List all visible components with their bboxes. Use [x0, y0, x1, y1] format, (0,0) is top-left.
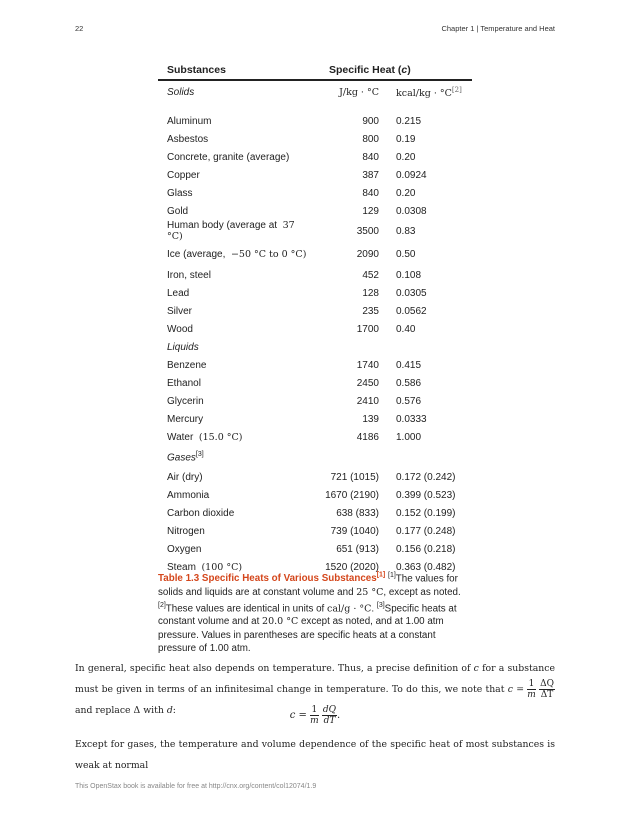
- value-kcal: 0.215: [396, 115, 422, 127]
- table-row: [158, 540, 472, 558]
- substance-name: Iron, steel: [167, 269, 211, 281]
- substance-name: Lead: [167, 287, 190, 299]
- substance-name: Ice (average, −50 °C to 0 °C): [167, 248, 307, 260]
- table-row: [158, 468, 472, 486]
- value-kcal: 0.172 (0.242): [396, 471, 456, 483]
- value-kcal: 0.40: [396, 323, 416, 335]
- body-paragraph-2: Except for gases, the temperature and volume dependence of the specific heat of most substances is weak at normal: [75, 739, 555, 771]
- table-row: [158, 284, 472, 302]
- table-row: [158, 166, 472, 184]
- header-substances: Substances: [158, 60, 311, 80]
- section-gases: Gases[3]: [167, 450, 204, 464]
- caption-title: Table 1.3 Specific Heats of Various Substances[1]: [158, 572, 386, 585]
- substance-name: Benzene: [167, 359, 207, 371]
- substance-name: Steam (100 °C): [167, 561, 243, 573]
- value-si: 387: [362, 169, 379, 181]
- value-si: 4186: [356, 431, 379, 443]
- value-si: 721 (1015): [330, 471, 379, 483]
- table-row: [158, 486, 472, 504]
- section-liquids: Liquids: [167, 341, 199, 353]
- formula-specific-heat: c = $\frac{1}{m}$ $\frac{dQ}{dT}$ .: [289, 705, 341, 726]
- value-si: 800: [362, 133, 379, 145]
- value-kcal: 0.576: [396, 395, 422, 407]
- substance-name: Concrete, granite (average): [167, 151, 290, 163]
- fraction: $\frac{1}{m}$: [527, 679, 536, 700]
- substance-name: Glycerin: [167, 395, 204, 407]
- gases-rows: [158, 468, 472, 558]
- table-row: [158, 220, 472, 242]
- header-specific-heat: Specific Heat (c): [311, 60, 472, 80]
- value-kcal: 0.108: [396, 269, 422, 281]
- value-si: 452: [362, 269, 379, 281]
- table-row: [158, 392, 472, 410]
- value-kcal: 0.415: [396, 359, 422, 371]
- substance-name: Oxygen: [167, 543, 202, 555]
- fraction: $\frac{dQ}{dT}$: [322, 705, 337, 726]
- table-row: [158, 446, 472, 468]
- table-row: [158, 428, 472, 446]
- solids2-rows: [158, 266, 472, 338]
- table-row: [158, 148, 472, 166]
- fraction: $\frac{1}{m}$: [310, 705, 319, 726]
- substance-name: Water (15.0 °C): [167, 431, 243, 443]
- footnote-mark: [3]: [376, 601, 385, 609]
- value-si: 840: [362, 151, 379, 163]
- value-kcal: 0.363 (0.482): [396, 561, 456, 573]
- unit-si: J/kg · °C: [339, 87, 379, 98]
- value-kcal: 0.586: [396, 377, 422, 389]
- unit-kcal: kcal/kg · °C[2]: [396, 85, 462, 100]
- value-kcal: 0.20: [396, 187, 416, 199]
- table-row: [158, 338, 472, 356]
- value-kcal: 0.0308: [396, 205, 427, 217]
- value-kcal: 0.0924: [396, 169, 427, 181]
- substance-name: Aluminum: [167, 115, 212, 127]
- value-si: 128: [362, 287, 379, 299]
- footnote-mark: [2]: [158, 601, 166, 609]
- fraction: $\frac{\Delta Q}{\Delta T}$: [540, 679, 554, 700]
- footnote-mark: [1]: [388, 572, 396, 579]
- substance-name: Human body (average at 37 °C): [167, 220, 295, 242]
- value-kcal: 0.156 (0.218): [396, 543, 456, 555]
- value-si: 638 (833): [336, 507, 379, 519]
- table-row: [158, 522, 472, 540]
- substance-name: Mercury: [167, 413, 204, 425]
- substance-name: Asbestos: [167, 133, 209, 145]
- value-si: 651 (913): [336, 543, 379, 555]
- table-row: [158, 266, 472, 284]
- table-row: [158, 320, 472, 338]
- solids-rows: [158, 112, 472, 220]
- table-row: [158, 80, 472, 104]
- value-si: 1670 (2190): [325, 489, 379, 501]
- value-si: 235: [362, 305, 379, 317]
- value-si: 2090: [356, 248, 379, 260]
- substance-name: Ammonia: [167, 489, 210, 501]
- table-caption: Table 1.3 Specific Heats of Various Substances[1] [1]The values for solids and liquids are at constant volume and 25 °C, except as noted. [2]These values are identical in units of cal/g · °C. [3]Specific heats at constant volume and at 20.0 °C except as noted, and at 1.00 atm pressure. Values in parentheses are specific heats at a constant pressure of 1.00 atm.: [158, 572, 461, 655]
- substance-name: Silver: [167, 305, 193, 317]
- value-kcal: 0.0562: [396, 305, 427, 317]
- value-si: 2450: [356, 377, 379, 389]
- value-si: 840: [362, 187, 379, 199]
- table-row: [158, 112, 472, 130]
- value-kcal: 0.399 (0.523): [396, 489, 456, 501]
- substance-name: Gold: [167, 205, 189, 217]
- value-kcal: 0.83: [396, 225, 416, 237]
- value-kcal: 0.50: [396, 248, 416, 260]
- table-header-row: [158, 60, 472, 80]
- table-row: [158, 374, 472, 392]
- body-paragraph-1: In general, specific heat also depends on temperature. Thus, a precise definition of c for a substance must be given in terms of an infinitesimal change in temperature. To do this, we note that c = $\frac{1}{m}$ $\frac{\Delta Q}{\Delta T}$ and replace Δ with d:: [75, 663, 555, 716]
- table-row: [158, 202, 472, 220]
- value-si: 900: [362, 115, 379, 127]
- table-row: [158, 184, 472, 202]
- footer-note: This OpenStax book is available for free at http://cnx.org/content/col12074/1.9: [75, 783, 317, 790]
- value-kcal: 0.0333: [396, 413, 427, 425]
- liquids-rows: [158, 356, 472, 428]
- substance-name: Carbon dioxide: [167, 507, 235, 519]
- page-number: 22: [75, 24, 84, 33]
- value-si: 139: [362, 413, 379, 425]
- value-kcal: 0.152 (0.199): [396, 507, 456, 519]
- value-kcal: 0.177 (0.248): [396, 525, 456, 537]
- section-solids: Solids: [167, 87, 195, 98]
- specific-heat-table: [158, 60, 472, 576]
- value-kcal: 0.19: [396, 133, 416, 145]
- table-row: [158, 410, 472, 428]
- value-si: 739 (1040): [330, 525, 379, 537]
- table-row: [158, 504, 472, 522]
- table-row: [158, 302, 472, 320]
- substance-name: Wood: [167, 323, 193, 335]
- value-kcal: 0.0305: [396, 287, 427, 299]
- table-row: [158, 242, 472, 266]
- value-kcal: 1.000: [396, 431, 422, 443]
- value-si: 3500: [356, 225, 379, 237]
- value-si: 2410: [356, 395, 379, 407]
- value-si: 1520 (2020): [325, 561, 379, 573]
- value-si: 1700: [356, 323, 379, 335]
- table-row: [158, 356, 472, 374]
- value-kcal: 0.20: [396, 151, 416, 163]
- chapter-title: Chapter 1 | Temperature and Heat: [441, 24, 555, 33]
- table-row: [158, 130, 472, 148]
- value-si: 1740: [356, 359, 379, 371]
- substance-name: Ethanol: [167, 377, 201, 389]
- substance-name: Glass: [167, 187, 193, 199]
- substance-name: Copper: [167, 169, 200, 181]
- substance-name: Air (dry): [167, 471, 203, 483]
- value-si: 129: [362, 205, 379, 217]
- substance-name: Nitrogen: [167, 525, 205, 537]
